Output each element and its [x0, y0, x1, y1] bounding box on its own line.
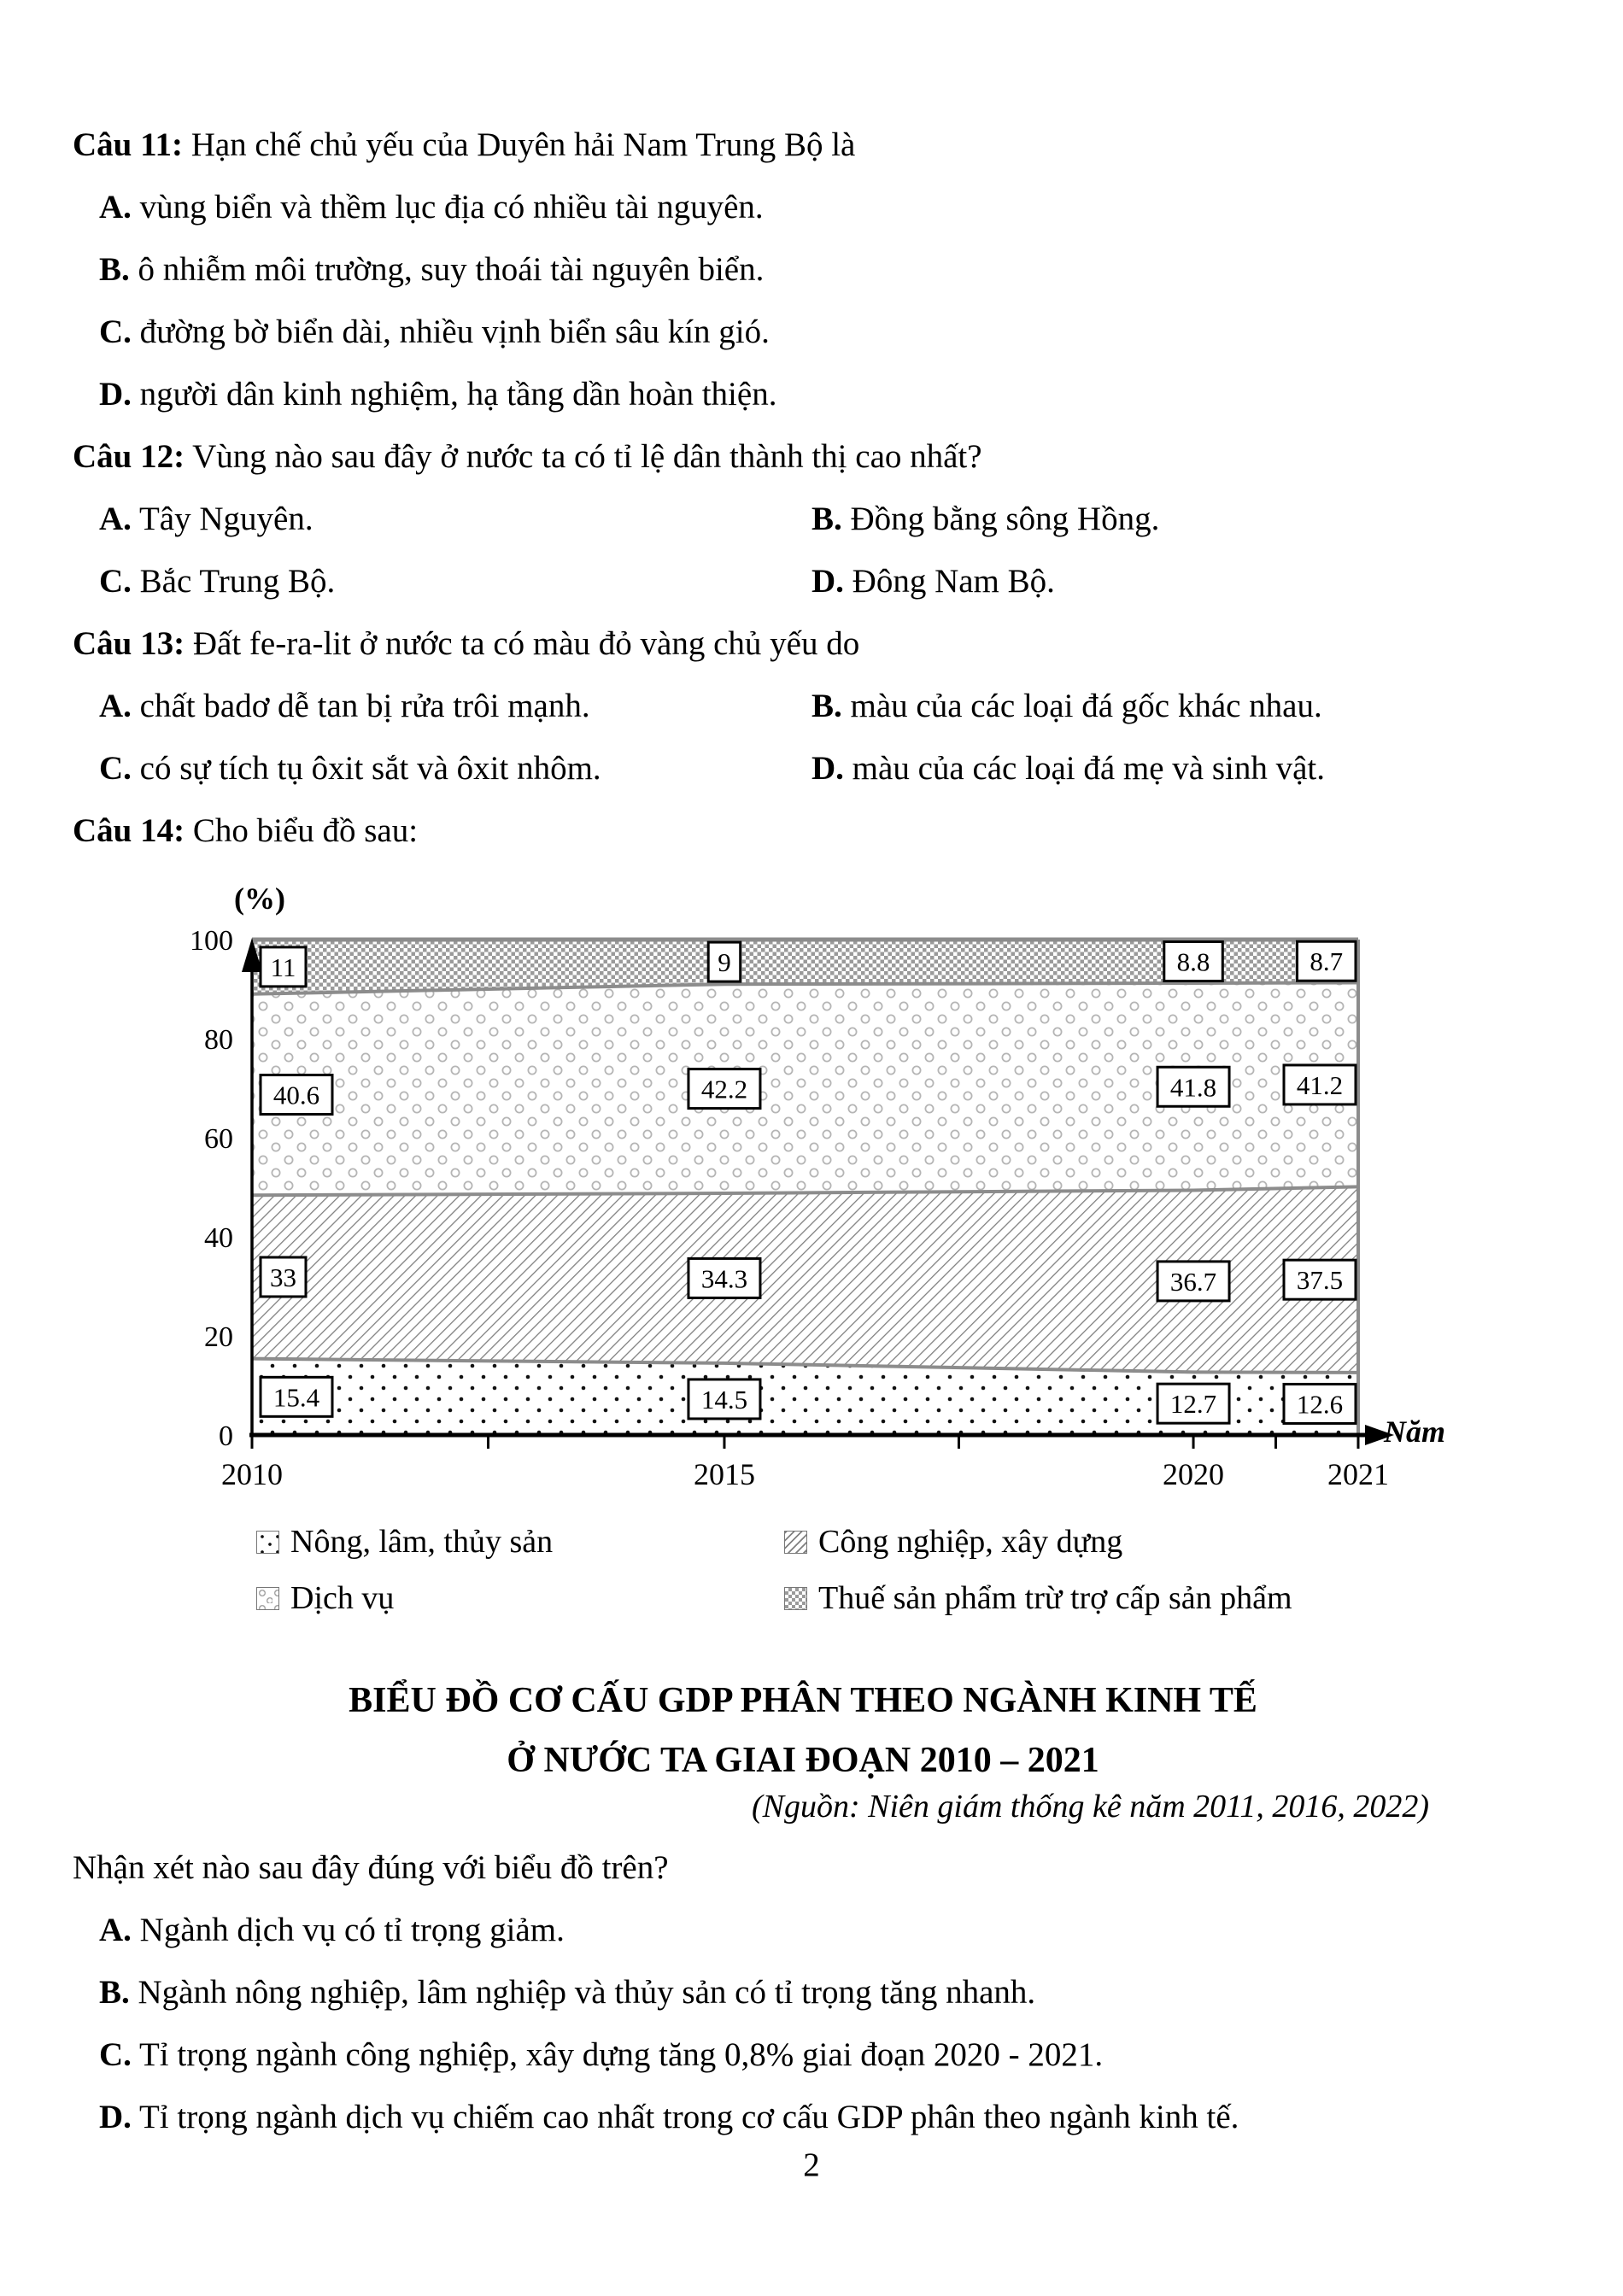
- option-label: B.: [812, 501, 842, 537]
- svg-text:12.6: 12.6: [1296, 1389, 1344, 1420]
- q14-option-c: [99, 2024, 1576, 2086]
- svg-text:40: 40: [204, 1222, 233, 1254]
- q12-option-d: [812, 550, 1055, 612]
- q11-option-a: [99, 176, 1576, 238]
- legend-row-1: [256, 1520, 1538, 1563]
- legend-item-thue-san-pham: [784, 1577, 1538, 1620]
- option-text: đường bờ biển dài, nhiều vịnh biển sâu kín gió.: [139, 313, 770, 350]
- option-text: Tây Nguyên.: [138, 501, 313, 537]
- svg-text:41.8: 41.8: [1169, 1072, 1217, 1103]
- option-label: B.: [99, 1974, 130, 2011]
- svg-text:(%): (%): [234, 882, 285, 916]
- svg-text:20: 20: [204, 1321, 233, 1353]
- svg-text:41.2: 41.2: [1296, 1069, 1344, 1100]
- option-text: Ngành nông nghiệp, lâm nghiệp và thủy sản có tỉ trọng tăng nhanh.: [138, 1974, 1036, 2011]
- q12-number: Câu 12:: [73, 438, 185, 475]
- legend-label: Công nghiệp, xây dựng: [818, 1524, 1123, 1560]
- option-text: Đông Nam Bộ.: [852, 563, 1055, 600]
- option-label: D.: [812, 563, 844, 600]
- q12-option-c: [99, 563, 335, 600]
- svg-text:2010: 2010: [221, 1457, 283, 1491]
- option-text: Bắc Trung Bộ.: [139, 563, 336, 600]
- svg-text:100: 100: [190, 925, 233, 957]
- checker-pattern-swatch: [784, 1587, 807, 1610]
- legend-item-dich-vu: [256, 1577, 784, 1620]
- q14-option-b: [99, 1961, 1576, 2024]
- q11-option-d: [99, 363, 1576, 425]
- chart-title-line1: BIỂU ĐỒ CƠ CẤU GDP PHÂN THEO NGÀNH KINH TẾ: [349, 1681, 1257, 1720]
- option-label: A.: [99, 501, 132, 537]
- svg-text:40.6: 40.6: [272, 1080, 320, 1110]
- svg-text:11: 11: [270, 952, 296, 982]
- q14-option-a: [99, 1899, 1576, 1961]
- svg-text:2020: 2020: [1163, 1457, 1225, 1491]
- q14-option-d: [99, 2086, 1576, 2148]
- q13-stem: [73, 612, 1576, 675]
- option-label: D.: [99, 2099, 132, 2135]
- q11-number: Câu 11:: [73, 126, 183, 163]
- option-label: D.: [99, 376, 132, 413]
- svg-text:80: 80: [204, 1024, 233, 1056]
- q13-options-row-1: [73, 675, 1576, 737]
- svg-text:33: 33: [270, 1262, 296, 1292]
- svg-text:2015: 2015: [693, 1457, 755, 1491]
- svg-text:42.2: 42.2: [700, 1074, 748, 1104]
- option-label: C.: [99, 313, 132, 350]
- option-label: D.: [812, 750, 844, 787]
- option-label: B.: [99, 251, 130, 288]
- svg-text:2021: 2021: [1327, 1457, 1389, 1491]
- legend-row-2: [256, 1577, 1538, 1620]
- option-label: C.: [99, 2036, 132, 2073]
- diagonal-pattern-swatch: [784, 1531, 807, 1554]
- option-label: A.: [99, 1912, 132, 1948]
- svg-text:37.5: 37.5: [1296, 1265, 1344, 1296]
- q12-stem-text: Vùng nào sau đây ở nước ta có tỉ lệ dân thành thị cao nhất?: [192, 438, 982, 475]
- legend-label: Thuế sản phẩm trừ trợ cấp sản phẩm: [818, 1580, 1292, 1616]
- q13-options-row-2: [73, 737, 1576, 800]
- gdp-structure-chart: [0, 871, 1623, 1520]
- q13-option-c: [99, 750, 601, 787]
- option-text: màu của các loại đá mẹ và sinh vật.: [852, 750, 1326, 787]
- option-text: Tỉ trọng ngành công nghiệp, xây dựng tăng 0,8% giai đoạn 2020 - 2021.: [138, 2036, 1104, 2073]
- q14-number: Câu 14:: [73, 812, 185, 849]
- q14-stem-text: Cho biểu đồ sau:: [192, 812, 419, 849]
- svg-text:9: 9: [718, 947, 731, 978]
- svg-text:15.4: 15.4: [272, 1382, 320, 1413]
- chart-source: (Nguồn: Niên giám thống kê năm 2011, 2016, 2022): [752, 1789, 1429, 1824]
- q14-followup-stem: Nhận xét nào sau đây đúng với biểu đồ trên?: [73, 1849, 669, 1886]
- q13-stem-text: Đất fe-ra-lit ở nước ta có màu đỏ vàng chủ yếu do: [192, 625, 860, 662]
- page-number: 2: [803, 2147, 820, 2183]
- q13-option-a: [99, 688, 590, 724]
- option-label: A.: [99, 189, 132, 226]
- option-text: ô nhiễm môi trường, suy thoái tài nguyên biển.: [138, 251, 765, 288]
- q12-option-a: [99, 501, 313, 537]
- q11-option-b: [99, 238, 1576, 301]
- option-label: C.: [99, 563, 132, 600]
- svg-text:34.3: 34.3: [700, 1263, 748, 1294]
- option-text: Đồng bằng sông Hồng.: [850, 501, 1160, 537]
- rings-pattern-swatch: [256, 1587, 279, 1610]
- svg-text:8.7: 8.7: [1310, 946, 1344, 977]
- option-text: chất badơ dễ tan bị rửa trôi mạnh.: [139, 688, 590, 724]
- dots-pattern-swatch: [256, 1531, 279, 1554]
- svg-text:8.8: 8.8: [1176, 946, 1210, 977]
- gdp-structure-chart-svg: [0, 871, 1623, 1520]
- chart-title-line2: Ở NƯỚC TA GIAI ĐOẠN 2010 – 2021: [507, 1741, 1099, 1780]
- svg-text:14.5: 14.5: [700, 1384, 748, 1414]
- chart-title: [0, 1671, 1606, 1790]
- questions-block-bottom: [73, 1836, 1576, 2148]
- chart-legend: [256, 1520, 1538, 1633]
- option-text: vùng biển và thềm lục địa có nhiều tài nguyên.: [139, 189, 764, 226]
- svg-text:Năm: Năm: [1384, 1414, 1445, 1449]
- option-text: người dân kinh nghiệm, hạ tầng dần hoàn thiện.: [139, 376, 777, 413]
- q12-option-b: [812, 488, 1159, 550]
- q13-option-b: [812, 675, 1322, 737]
- svg-text:36.7: 36.7: [1169, 1266, 1217, 1297]
- option-label: B.: [812, 688, 842, 724]
- questions-block-top: [73, 114, 1576, 862]
- option-label: C.: [99, 750, 132, 787]
- legend-item-cong-nghiep-xay-dung: [784, 1520, 1538, 1563]
- q14-stem: [73, 800, 1576, 862]
- q11-option-c: [99, 301, 1576, 363]
- q12-options-row-2: [73, 550, 1576, 612]
- option-text: Ngành dịch vụ có tỉ trọng giảm.: [139, 1912, 565, 1948]
- legend-label: Nông, lâm, thủy sản: [290, 1524, 554, 1560]
- svg-text:0: 0: [219, 1420, 233, 1452]
- option-label: A.: [99, 688, 132, 724]
- q13-number: Câu 13:: [73, 625, 185, 662]
- option-text: Tỉ trọng ngành dịch vụ chiếm cao nhất trong cơ cấu GDP phân theo ngành kinh tế.: [138, 2099, 1239, 2135]
- option-text: có sự tích tụ ôxit sắt và ôxit nhôm.: [139, 750, 601, 787]
- svg-text:60: 60: [204, 1123, 233, 1155]
- q12-options-row-1: [73, 488, 1576, 550]
- option-text: màu của các loại đá gốc khác nhau.: [850, 688, 1322, 724]
- q11-stem-text: Hạn chế chủ yếu của Duyên hải Nam Trung Bộ là: [190, 126, 856, 163]
- legend-item-nong-lam-thuy-san: [256, 1520, 784, 1563]
- q11-stem: [73, 114, 1576, 176]
- svg-text:12.7: 12.7: [1169, 1389, 1217, 1420]
- legend-label: Dịch vụ: [290, 1580, 395, 1616]
- q13-option-d: [812, 737, 1325, 800]
- q12-stem: [73, 425, 1576, 488]
